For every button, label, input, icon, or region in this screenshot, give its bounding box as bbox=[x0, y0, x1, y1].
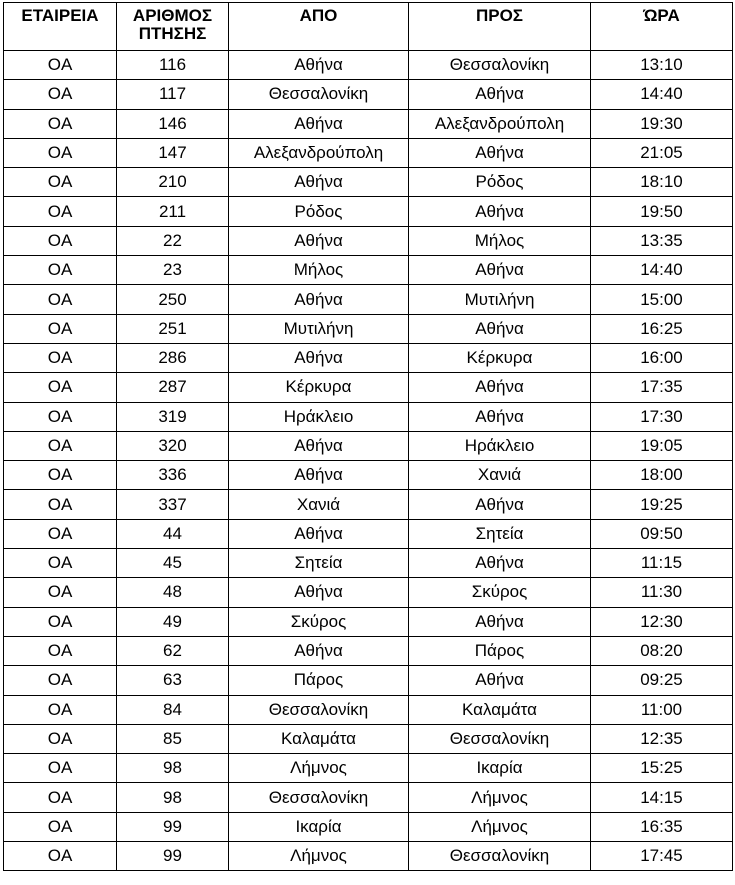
header-flight-number-line2: ΠΤΗΣΗΣ bbox=[138, 24, 207, 43]
cell-time: 14:40 bbox=[591, 80, 733, 109]
cell-flight-number: 146 bbox=[117, 109, 229, 138]
cell-airline: OA bbox=[4, 402, 117, 431]
table-row bbox=[4, 314, 733, 343]
cell-to: Αθήνα bbox=[409, 138, 591, 167]
cell-from: Λήμνος bbox=[229, 842, 409, 871]
cell-airline: OA bbox=[4, 842, 117, 871]
cell-time: 15:00 bbox=[591, 285, 733, 314]
cell-time: 17:30 bbox=[591, 402, 733, 431]
cell-time: 19:30 bbox=[591, 109, 733, 138]
table-row bbox=[4, 256, 733, 285]
table-row bbox=[4, 373, 733, 402]
cell-flight-number: 211 bbox=[117, 197, 229, 226]
cell-flight-number: 319 bbox=[117, 402, 229, 431]
cell-to: Αθήνα bbox=[409, 666, 591, 695]
table-row bbox=[4, 168, 733, 197]
header-flight-number-line1: ΑΡΙΘΜΟΣ bbox=[132, 6, 213, 25]
cell-airline: OA bbox=[4, 138, 117, 167]
cell-flight-number: 84 bbox=[117, 695, 229, 724]
cell-airline: OA bbox=[4, 197, 117, 226]
cell-airline: OA bbox=[4, 636, 117, 665]
cell-to: Ηράκλειο bbox=[409, 431, 591, 460]
cell-to: Θεσσαλονίκη bbox=[409, 842, 591, 871]
cell-to: Αθήνα bbox=[409, 373, 591, 402]
cell-time: 19:50 bbox=[591, 197, 733, 226]
table-row bbox=[4, 666, 733, 695]
cell-to: Σητεία bbox=[409, 519, 591, 548]
cell-airline: OA bbox=[4, 431, 117, 460]
cell-airline: OA bbox=[4, 51, 117, 80]
table-row bbox=[4, 138, 733, 167]
cell-airline: OA bbox=[4, 80, 117, 109]
cell-to: Ρόδος bbox=[409, 168, 591, 197]
cell-flight-number: 286 bbox=[117, 343, 229, 372]
table-row bbox=[4, 431, 733, 460]
cell-to: Αθήνα bbox=[409, 490, 591, 519]
header-time: ΏΡΑ bbox=[591, 3, 733, 51]
cell-from: Αλεξανδρούπολη bbox=[229, 138, 409, 167]
table-row bbox=[4, 461, 733, 490]
header-airline: ΕΤΑΙΡΕΙΑ bbox=[4, 3, 117, 51]
table-row bbox=[4, 842, 733, 871]
cell-time: 17:45 bbox=[591, 842, 733, 871]
cell-to: Αθήνα bbox=[409, 402, 591, 431]
cell-airline: OA bbox=[4, 812, 117, 841]
flight-schedule-table bbox=[3, 2, 733, 871]
cell-flight-number: 117 bbox=[117, 80, 229, 109]
cell-flight-number: 23 bbox=[117, 256, 229, 285]
cell-time: 16:35 bbox=[591, 812, 733, 841]
header-flight-number bbox=[117, 3, 229, 51]
cell-time: 11:15 bbox=[591, 549, 733, 578]
cell-to: Πάρος bbox=[409, 636, 591, 665]
cell-time: 13:10 bbox=[591, 51, 733, 80]
cell-flight-number: 99 bbox=[117, 842, 229, 871]
cell-flight-number: 337 bbox=[117, 490, 229, 519]
cell-airline: OA bbox=[4, 343, 117, 372]
table-row bbox=[4, 695, 733, 724]
cell-from: Πάρος bbox=[229, 666, 409, 695]
cell-time: 13:35 bbox=[591, 226, 733, 255]
cell-time: 12:35 bbox=[591, 724, 733, 753]
header-to: ΠΡΟΣ bbox=[409, 3, 591, 51]
cell-to: Χανιά bbox=[409, 461, 591, 490]
table-row bbox=[4, 226, 733, 255]
cell-from: Σητεία bbox=[229, 549, 409, 578]
cell-to: Μυτιλήνη bbox=[409, 285, 591, 314]
cell-to: Θεσσαλονίκη bbox=[409, 724, 591, 753]
cell-to: Καλαμάτα bbox=[409, 695, 591, 724]
cell-to: Αθήνα bbox=[409, 549, 591, 578]
cell-airline: OA bbox=[4, 461, 117, 490]
cell-from: Ικαρία bbox=[229, 812, 409, 841]
table-row bbox=[4, 754, 733, 783]
cell-airline: OA bbox=[4, 168, 117, 197]
cell-from: Μήλος bbox=[229, 256, 409, 285]
cell-time: 09:50 bbox=[591, 519, 733, 548]
cell-to: Αθήνα bbox=[409, 197, 591, 226]
cell-from: Κέρκυρα bbox=[229, 373, 409, 402]
cell-from: Αθήνα bbox=[229, 343, 409, 372]
cell-time: 18:10 bbox=[591, 168, 733, 197]
cell-flight-number: 320 bbox=[117, 431, 229, 460]
cell-from: Θεσσαλονίκη bbox=[229, 783, 409, 812]
cell-flight-number: 48 bbox=[117, 578, 229, 607]
cell-from: Αθήνα bbox=[229, 226, 409, 255]
cell-time: 11:30 bbox=[591, 578, 733, 607]
cell-airline: OA bbox=[4, 314, 117, 343]
cell-from: Αθήνα bbox=[229, 109, 409, 138]
cell-from: Αθήνα bbox=[229, 51, 409, 80]
cell-time: 17:35 bbox=[591, 373, 733, 402]
cell-from: Αθήνα bbox=[229, 168, 409, 197]
cell-time: 08:20 bbox=[591, 636, 733, 665]
cell-to: Αθήνα bbox=[409, 80, 591, 109]
cell-time: 19:05 bbox=[591, 431, 733, 460]
cell-time: 21:05 bbox=[591, 138, 733, 167]
cell-time: 12:30 bbox=[591, 607, 733, 636]
cell-flight-number: 336 bbox=[117, 461, 229, 490]
cell-from: Θεσσαλονίκη bbox=[229, 695, 409, 724]
cell-time: 16:25 bbox=[591, 314, 733, 343]
cell-airline: OA bbox=[4, 226, 117, 255]
cell-from: Αθήνα bbox=[229, 461, 409, 490]
cell-from: Αθήνα bbox=[229, 578, 409, 607]
table-row bbox=[4, 51, 733, 80]
cell-flight-number: 251 bbox=[117, 314, 229, 343]
cell-flight-number: 62 bbox=[117, 636, 229, 665]
cell-flight-number: 210 bbox=[117, 168, 229, 197]
cell-time: 14:40 bbox=[591, 256, 733, 285]
table-row bbox=[4, 812, 733, 841]
cell-flight-number: 45 bbox=[117, 549, 229, 578]
cell-time: 14:15 bbox=[591, 783, 733, 812]
cell-time: 18:00 bbox=[591, 461, 733, 490]
cell-to: Λήμνος bbox=[409, 812, 591, 841]
table-row bbox=[4, 549, 733, 578]
table-row bbox=[4, 578, 733, 607]
cell-flight-number: 147 bbox=[117, 138, 229, 167]
cell-flight-number: 250 bbox=[117, 285, 229, 314]
cell-airline: OA bbox=[4, 109, 117, 138]
header-row bbox=[4, 3, 733, 51]
cell-from: Χανιά bbox=[229, 490, 409, 519]
cell-to: Αλεξανδρούπολη bbox=[409, 109, 591, 138]
table-row bbox=[4, 80, 733, 109]
cell-flight-number: 287 bbox=[117, 373, 229, 402]
cell-airline: OA bbox=[4, 519, 117, 548]
cell-time: 09:25 bbox=[591, 666, 733, 695]
cell-airline: OA bbox=[4, 490, 117, 519]
cell-from: Σκύρος bbox=[229, 607, 409, 636]
table-row bbox=[4, 519, 733, 548]
cell-from: Αθήνα bbox=[229, 285, 409, 314]
cell-to: Αθήνα bbox=[409, 256, 591, 285]
cell-to: Κέρκυρα bbox=[409, 343, 591, 372]
cell-flight-number: 99 bbox=[117, 812, 229, 841]
table-row bbox=[4, 636, 733, 665]
cell-airline: OA bbox=[4, 373, 117, 402]
cell-flight-number: 98 bbox=[117, 754, 229, 783]
cell-from: Ρόδος bbox=[229, 197, 409, 226]
cell-from: Αθήνα bbox=[229, 636, 409, 665]
cell-from: Αθήνα bbox=[229, 519, 409, 548]
cell-flight-number: 49 bbox=[117, 607, 229, 636]
cell-airline: OA bbox=[4, 666, 117, 695]
cell-flight-number: 63 bbox=[117, 666, 229, 695]
cell-time: 15:25 bbox=[591, 754, 733, 783]
table-row bbox=[4, 285, 733, 314]
cell-to: Σκύρος bbox=[409, 578, 591, 607]
cell-time: 16:00 bbox=[591, 343, 733, 372]
cell-airline: OA bbox=[4, 783, 117, 812]
cell-from: Μυτιλήνη bbox=[229, 314, 409, 343]
cell-airline: OA bbox=[4, 549, 117, 578]
cell-from: Λήμνος bbox=[229, 754, 409, 783]
table-row bbox=[4, 343, 733, 372]
table-row bbox=[4, 607, 733, 636]
table-row bbox=[4, 402, 733, 431]
table-row bbox=[4, 490, 733, 519]
cell-from: Καλαμάτα bbox=[229, 724, 409, 753]
cell-from: Αθήνα bbox=[229, 431, 409, 460]
cell-time: 11:00 bbox=[591, 695, 733, 724]
cell-airline: OA bbox=[4, 578, 117, 607]
cell-airline: OA bbox=[4, 754, 117, 783]
table-row bbox=[4, 197, 733, 226]
cell-to: Μήλος bbox=[409, 226, 591, 255]
cell-airline: OA bbox=[4, 256, 117, 285]
cell-from: Θεσσαλονίκη bbox=[229, 80, 409, 109]
cell-flight-number: 85 bbox=[117, 724, 229, 753]
cell-flight-number: 116 bbox=[117, 51, 229, 80]
cell-airline: OA bbox=[4, 695, 117, 724]
cell-to: Λήμνος bbox=[409, 783, 591, 812]
table-row bbox=[4, 724, 733, 753]
cell-from: Ηράκλειο bbox=[229, 402, 409, 431]
header-from: ΑΠΟ bbox=[229, 3, 409, 51]
cell-flight-number: 44 bbox=[117, 519, 229, 548]
cell-to: Αθήνα bbox=[409, 314, 591, 343]
cell-to: Ικαρία bbox=[409, 754, 591, 783]
table-row bbox=[4, 109, 733, 138]
cell-airline: OA bbox=[4, 285, 117, 314]
cell-airline: OA bbox=[4, 724, 117, 753]
cell-flight-number: 22 bbox=[117, 226, 229, 255]
table-row bbox=[4, 783, 733, 812]
cell-time: 19:25 bbox=[591, 490, 733, 519]
cell-to: Αθήνα bbox=[409, 607, 591, 636]
cell-to: Θεσσαλονίκη bbox=[409, 51, 591, 80]
cell-airline: OA bbox=[4, 607, 117, 636]
cell-flight-number: 98 bbox=[117, 783, 229, 812]
